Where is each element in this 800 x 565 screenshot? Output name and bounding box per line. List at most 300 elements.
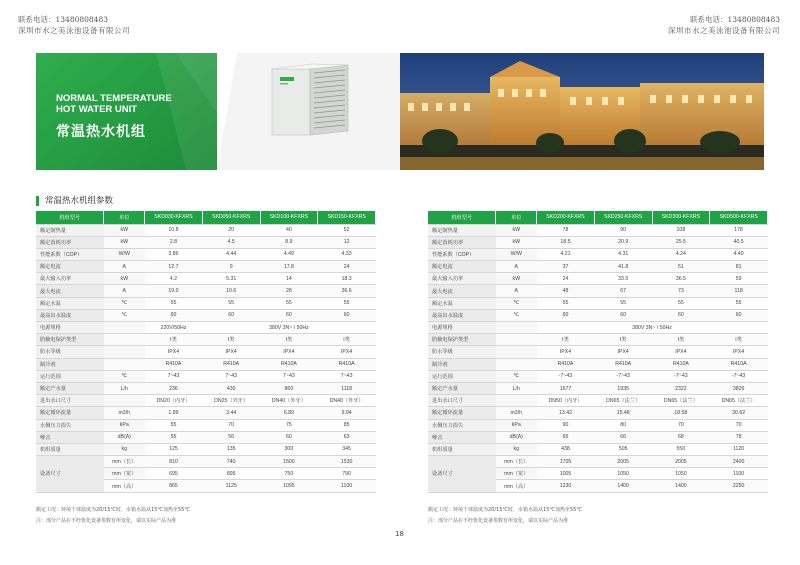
row-label: 最高出水温度 xyxy=(36,309,104,321)
table-row xyxy=(428,224,768,236)
row-value: 505 xyxy=(594,443,652,455)
dimension-value: 1530 xyxy=(318,456,376,468)
row-value-merged: 380V 3N~ / 50Hz xyxy=(537,322,768,334)
row-value: DN25（外牙） xyxy=(202,395,260,407)
row-label: 防水等级 xyxy=(36,346,104,358)
row-unit xyxy=(104,358,145,370)
row-value: 56 xyxy=(202,431,260,443)
header-unit-label: 单位 xyxy=(104,211,145,224)
table-row xyxy=(428,248,768,260)
dimension-value: 2005 xyxy=(652,456,710,468)
row-value: 37 xyxy=(537,261,595,273)
row-value: 24 xyxy=(537,273,595,285)
row-unit xyxy=(496,334,537,346)
row-value: 118 xyxy=(710,285,768,297)
row-value: IPX4 xyxy=(652,346,710,358)
row-unit: kW xyxy=(496,224,537,236)
row-unit: ℃ xyxy=(496,370,537,382)
row-value: 65 xyxy=(537,431,595,443)
banner-title-panel xyxy=(36,53,217,170)
row-unit: kg xyxy=(496,443,537,455)
row-unit: m3/h xyxy=(496,407,537,419)
row-unit xyxy=(496,322,537,334)
row-unit: ℃ xyxy=(104,297,145,309)
row-value: 19.0 xyxy=(145,285,203,297)
row-unit xyxy=(104,322,145,334)
row-value: I类 xyxy=(260,334,318,346)
row-value: 55 xyxy=(652,297,710,309)
row-value: 4.21 xyxy=(537,248,595,260)
table-row xyxy=(36,273,376,285)
row-value: 125 xyxy=(145,443,203,455)
contact-phone-left: 联系电话：13480808483 xyxy=(18,15,108,24)
row-unit: A xyxy=(104,285,145,297)
row-value: 10.8 xyxy=(145,224,203,236)
row-value: 236 xyxy=(145,382,203,394)
dimension-value: 1125 xyxy=(202,480,260,492)
row-value: 1935 xyxy=(594,382,652,394)
row-value: 55 xyxy=(537,297,595,309)
row-value: 438 xyxy=(537,443,595,455)
section-title: 常温热水机组参数 xyxy=(36,196,113,206)
dimension-value: 2005 xyxy=(594,456,652,468)
row-value: 18.3 xyxy=(318,273,376,285)
row-value: 12 xyxy=(318,236,376,248)
row-label: 性能系数（COP） xyxy=(428,248,496,260)
row-value: 14 xyxy=(260,273,318,285)
dimension-value: 1005 xyxy=(537,468,595,480)
row-value: 63 xyxy=(318,431,376,443)
row-value: 40.5 xyxy=(710,236,768,248)
row-value: 24 xyxy=(318,261,376,273)
row-unit xyxy=(104,395,145,407)
dimension-value: 1100 xyxy=(318,480,376,492)
row-label: 防水等级 xyxy=(428,346,496,358)
row-label: 水侧压力损失 xyxy=(428,419,496,431)
row-label: 最大输入功率 xyxy=(428,273,496,285)
spec-table-right xyxy=(428,211,768,493)
row-value: 15.48 xyxy=(594,407,652,419)
contact-phone-right: 联系电话：13480808483 xyxy=(690,15,780,24)
table-row xyxy=(36,407,376,419)
row-value: 60 xyxy=(652,309,710,321)
row-value: 73 xyxy=(652,285,710,297)
row-value: 70 xyxy=(652,419,710,431)
row-value: 1.89 xyxy=(145,407,203,419)
row-value: 55 xyxy=(260,297,318,309)
row-value: 81 xyxy=(710,261,768,273)
row-unit: kW xyxy=(496,273,537,285)
contact-company-right: 深圳市水之美泳池设备有限公司 xyxy=(668,26,780,35)
row-value: 10.6 xyxy=(202,285,260,297)
dimension-value: 1095 xyxy=(260,480,318,492)
notes-right xyxy=(428,505,582,527)
row-value: 430 xyxy=(202,382,260,394)
row-value: 75 xyxy=(260,419,318,431)
dimension-unit: mm（长） xyxy=(104,456,145,468)
row-value: R410A xyxy=(537,358,595,370)
row-value: R410A xyxy=(318,358,376,370)
row-value-merged: 380V 3N~ / 50Hz xyxy=(202,322,375,334)
row-value: 60 xyxy=(710,309,768,321)
row-label: 电源规格 xyxy=(428,322,496,334)
header-model-name: SKD300-KFXRS xyxy=(652,211,710,224)
row-value: R410A xyxy=(145,358,203,370)
row-value: R410A xyxy=(202,358,260,370)
row-value: 51 xyxy=(652,261,710,273)
row-unit: A xyxy=(496,285,537,297)
row-value: DN20（内牙） xyxy=(145,395,203,407)
row-value: I类 xyxy=(710,334,768,346)
row-value: 90 xyxy=(594,224,652,236)
row-value: I类 xyxy=(652,334,710,346)
row-label: 最大输入功率 xyxy=(36,273,104,285)
banner-title-en-line1: NORMAL TEMPERATURE xyxy=(56,93,172,104)
row-value: DN65（法兰） xyxy=(594,395,652,407)
table-header-row xyxy=(428,211,768,224)
row-label: 额定循环流量 xyxy=(428,407,496,419)
row-value: 40 xyxy=(260,224,318,236)
row-unit xyxy=(104,334,145,346)
table-header-row xyxy=(36,211,376,224)
table-row xyxy=(36,395,376,407)
row-label: 额定消耗功率 xyxy=(36,236,104,248)
row-value: 3826 xyxy=(710,382,768,394)
row-unit: kW xyxy=(496,236,537,248)
row-value: 7~43 xyxy=(145,370,203,382)
table-row xyxy=(428,419,768,431)
row-unit xyxy=(496,346,537,358)
row-unit: ℃ xyxy=(496,309,537,321)
row-value: IPX4 xyxy=(537,346,595,358)
row-unit: ℃ xyxy=(104,309,145,321)
row-value: -7~43 xyxy=(594,370,652,382)
row-value: 70 xyxy=(202,419,260,431)
dimension-value: 1400 xyxy=(652,480,710,492)
row-unit: kW xyxy=(104,273,145,285)
dimension-value: 750 xyxy=(260,468,318,480)
row-value: 8.9 xyxy=(260,236,318,248)
row-value: 300 xyxy=(260,443,318,455)
dimension-unit: mm（宽） xyxy=(496,468,537,480)
dimension-label: 设备尺寸 xyxy=(428,456,496,493)
row-unit xyxy=(496,395,537,407)
table-row xyxy=(36,382,376,394)
row-value: 345 xyxy=(318,443,376,455)
table-row xyxy=(428,309,768,321)
row-value: 7~43 xyxy=(202,370,260,382)
table-row xyxy=(428,261,768,273)
dimension-value: 1050 xyxy=(594,468,652,480)
row-label: 机组质量 xyxy=(36,443,104,455)
header-model-name: SKD200-KFXRS xyxy=(537,211,595,224)
row-value: 7~43 xyxy=(318,370,376,382)
page-number: 18 xyxy=(395,530,404,538)
dimension-unit: mm（宽） xyxy=(104,468,145,480)
spec-table-left xyxy=(36,211,376,493)
header-model-label: 机组型号 xyxy=(428,211,496,224)
table-row xyxy=(428,236,768,248)
header-model-name: SKD500-KFXRS xyxy=(710,211,768,224)
row-value: 55 xyxy=(318,297,376,309)
table-row xyxy=(36,431,376,443)
row-value: 2.8 xyxy=(145,236,203,248)
row-value: IPX4 xyxy=(594,346,652,358)
row-value: IPX4 xyxy=(202,346,260,358)
table-row xyxy=(428,370,768,382)
row-value: 60 xyxy=(260,309,318,321)
header-model-label: 机组型号 xyxy=(36,211,104,224)
row-value: 60 xyxy=(594,309,652,321)
table-row xyxy=(36,248,376,260)
table-row xyxy=(428,431,768,443)
row-value: 55 xyxy=(145,419,203,431)
row-value: 78 xyxy=(537,224,595,236)
row-unit: A xyxy=(496,261,537,273)
row-label: 最大电流 xyxy=(428,285,496,297)
row-value: 30.62 xyxy=(710,407,768,419)
dimension-unit: mm（高） xyxy=(104,480,145,492)
row-value: 4.2 xyxy=(145,273,203,285)
table-row xyxy=(428,407,768,419)
row-value: 55 xyxy=(710,297,768,309)
row-value: R410A xyxy=(260,358,318,370)
dimension-row xyxy=(36,456,376,468)
row-value: 68 xyxy=(652,431,710,443)
row-label: 防触电保护类型 xyxy=(428,334,496,346)
row-value: -7~43 xyxy=(652,370,710,382)
row-unit: A xyxy=(104,261,145,273)
row-value: 4.49 xyxy=(260,248,318,260)
row-label: 性能系数（COP） xyxy=(36,248,104,260)
row-value-merged: 220V/50Hz xyxy=(145,322,203,334)
row-value: 55 xyxy=(202,297,260,309)
banner-title-en xyxy=(56,93,172,115)
dimension-value: 2400 xyxy=(710,456,768,468)
note-disclaimer-left: 注：部分产品在不经优化设备参数有所变化，请以实际产品为准 xyxy=(36,518,177,524)
row-unit: W/W xyxy=(104,248,145,260)
row-value: 1120 xyxy=(710,443,768,455)
hotel-night-photo xyxy=(400,53,764,170)
table-row xyxy=(36,334,376,346)
table-row xyxy=(36,322,376,334)
row-value: 1118 xyxy=(318,382,376,394)
row-value: 20.9 xyxy=(594,236,652,248)
row-unit: m3/h xyxy=(104,407,145,419)
row-value: 52 xyxy=(318,224,376,236)
row-value: I类 xyxy=(318,334,376,346)
table-row xyxy=(428,382,768,394)
table-row xyxy=(428,322,768,334)
dimension-value: 740 xyxy=(202,456,260,468)
row-label: 运行范围 xyxy=(36,370,104,382)
row-value: 550 xyxy=(652,443,710,455)
row-value: DN40（外牙） xyxy=(318,395,376,407)
row-value: I类 xyxy=(202,334,260,346)
dimension-value: 2250 xyxy=(710,480,768,492)
contact-company-left: 深圳市水之美泳池设备有限公司 xyxy=(18,26,130,35)
row-label: 制冷剂 xyxy=(36,358,104,370)
dimension-value: 1400 xyxy=(594,480,652,492)
row-label: 噪音 xyxy=(428,431,496,443)
row-value: 3.86 xyxy=(145,248,203,260)
note-rated-condition-right: 额定工况：环境干球温度为20/15℃时，水箱水温从15℃加热至55℃ xyxy=(428,507,582,513)
row-label: 防触电保护类型 xyxy=(36,334,104,346)
contact-left xyxy=(18,14,130,36)
row-value: I类 xyxy=(594,334,652,346)
table-row xyxy=(36,236,376,248)
table-row xyxy=(428,334,768,346)
header-unit-label: 单位 xyxy=(496,211,537,224)
row-value: 2322 xyxy=(652,382,710,394)
row-value: 55 xyxy=(594,297,652,309)
row-value: 33.5 xyxy=(594,273,652,285)
banner-title-cn: 常温热水机组 xyxy=(56,124,146,140)
row-value: DN40（外牙） xyxy=(260,395,318,407)
row-value: IPX4 xyxy=(318,346,376,358)
row-value: 78 xyxy=(710,431,768,443)
table-row xyxy=(428,443,768,455)
row-value: IPX4 xyxy=(710,346,768,358)
row-value: 90 xyxy=(537,419,595,431)
row-value: 18.5 xyxy=(537,236,595,248)
row-label: 额定电流 xyxy=(36,261,104,273)
row-value: 4.40 xyxy=(710,248,768,260)
row-value: DN65（法兰） xyxy=(710,395,768,407)
dimension-value: 1705 xyxy=(537,456,595,468)
row-unit: ℃ xyxy=(496,297,537,309)
dimension-value: 1050 xyxy=(652,468,710,480)
dimension-value: 1230 xyxy=(537,480,595,492)
table-row xyxy=(428,346,768,358)
row-value: 4.33 xyxy=(318,248,376,260)
row-value: 17.8 xyxy=(260,261,318,273)
row-value: 60 xyxy=(318,309,376,321)
table-row xyxy=(428,285,768,297)
row-value: 25.5 xyxy=(652,236,710,248)
row-value: 67 xyxy=(594,285,652,297)
table-row xyxy=(36,309,376,321)
row-label: 机组质量 xyxy=(428,443,496,455)
row-value: 1677 xyxy=(537,382,595,394)
row-unit: kPa xyxy=(104,419,145,431)
row-value: IPX4 xyxy=(145,346,203,358)
row-value: -7~43 xyxy=(710,370,768,382)
table-row xyxy=(36,224,376,236)
row-label: 额定制热量 xyxy=(36,224,104,236)
row-value: 5.31 xyxy=(202,273,260,285)
row-value: 66 xyxy=(594,431,652,443)
row-label: 额定水温 xyxy=(36,297,104,309)
contact-right xyxy=(668,14,780,36)
row-label: 最大电流 xyxy=(36,285,104,297)
row-label: 额定水温 xyxy=(428,297,496,309)
row-value: 20 xyxy=(202,224,260,236)
row-value: 36.5 xyxy=(652,273,710,285)
dimension-unit: mm（高） xyxy=(496,480,537,492)
row-value: 60 xyxy=(145,309,203,321)
row-value: 18.58 xyxy=(652,407,710,419)
row-value: 3.44 xyxy=(202,407,260,419)
table-row xyxy=(36,346,376,358)
row-value: 80 xyxy=(594,419,652,431)
table-row xyxy=(36,297,376,309)
table-row xyxy=(36,443,376,455)
row-label: 额定制热量 xyxy=(428,224,496,236)
dimension-value: 1500 xyxy=(260,456,318,468)
dimension-value: 695 xyxy=(145,468,203,480)
row-value: 9.94 xyxy=(318,407,376,419)
row-unit: kPa xyxy=(496,419,537,431)
row-value: 4.44 xyxy=(202,248,260,260)
row-value: R410A xyxy=(710,358,768,370)
row-value: 13.42 xyxy=(537,407,595,419)
row-label: 最高出水温度 xyxy=(428,309,496,321)
row-unit: kW xyxy=(104,224,145,236)
row-value: IPX4 xyxy=(260,346,318,358)
banner-title-en-line2: HOT WATER UNIT xyxy=(56,104,138,115)
row-value: R410A xyxy=(594,358,652,370)
row-value: 6.89 xyxy=(260,407,318,419)
row-label: 额定电流 xyxy=(428,261,496,273)
dimension-label: 设备尺寸 xyxy=(36,456,104,493)
row-value: 12.7 xyxy=(145,261,203,273)
row-label: 额定产水量 xyxy=(428,382,496,394)
table-row xyxy=(428,395,768,407)
table-row xyxy=(428,297,768,309)
row-unit: kg xyxy=(104,443,145,455)
row-label: 进出水口尺寸 xyxy=(428,395,496,407)
row-value: R410A xyxy=(652,358,710,370)
row-value: 59 xyxy=(710,273,768,285)
row-value: I类 xyxy=(537,334,595,346)
heat-pump-unit-image xyxy=(268,63,353,141)
row-label: 进出水口尺寸 xyxy=(36,395,104,407)
row-value: DN65（法兰） xyxy=(652,395,710,407)
row-unit: ℃ xyxy=(104,370,145,382)
row-value: DN50（内牙） xyxy=(537,395,595,407)
row-value: 36.6 xyxy=(318,285,376,297)
row-unit: L/h xyxy=(104,382,145,394)
row-label: 噪音 xyxy=(36,431,104,443)
dimension-value: 895 xyxy=(202,468,260,480)
row-unit xyxy=(496,358,537,370)
row-label: 电源规格 xyxy=(36,322,104,334)
notes-left xyxy=(36,505,190,527)
table-row xyxy=(36,358,376,370)
row-value: 7~43 xyxy=(260,370,318,382)
row-value: 55 xyxy=(145,297,203,309)
header-model-name: SKD250-KFXRS xyxy=(594,211,652,224)
header-model-name: SKD150-KFXRS xyxy=(318,211,376,224)
row-unit xyxy=(104,346,145,358)
row-unit: L/h xyxy=(496,382,537,394)
dimension-unit: mm（长） xyxy=(496,456,537,468)
table-row xyxy=(428,273,768,285)
table-row xyxy=(36,285,376,297)
row-value: 4.5 xyxy=(202,236,260,248)
dimension-value: 1100 xyxy=(710,468,768,480)
row-value: 60 xyxy=(260,431,318,443)
row-value: I类 xyxy=(145,334,203,346)
row-label: 运行范围 xyxy=(428,370,496,382)
row-value: 70 xyxy=(710,419,768,431)
dimension-row xyxy=(428,456,768,468)
row-value: 9 xyxy=(202,261,260,273)
row-value: 48 xyxy=(537,285,595,297)
row-unit: kW xyxy=(104,236,145,248)
row-value: -7~43 xyxy=(537,370,595,382)
